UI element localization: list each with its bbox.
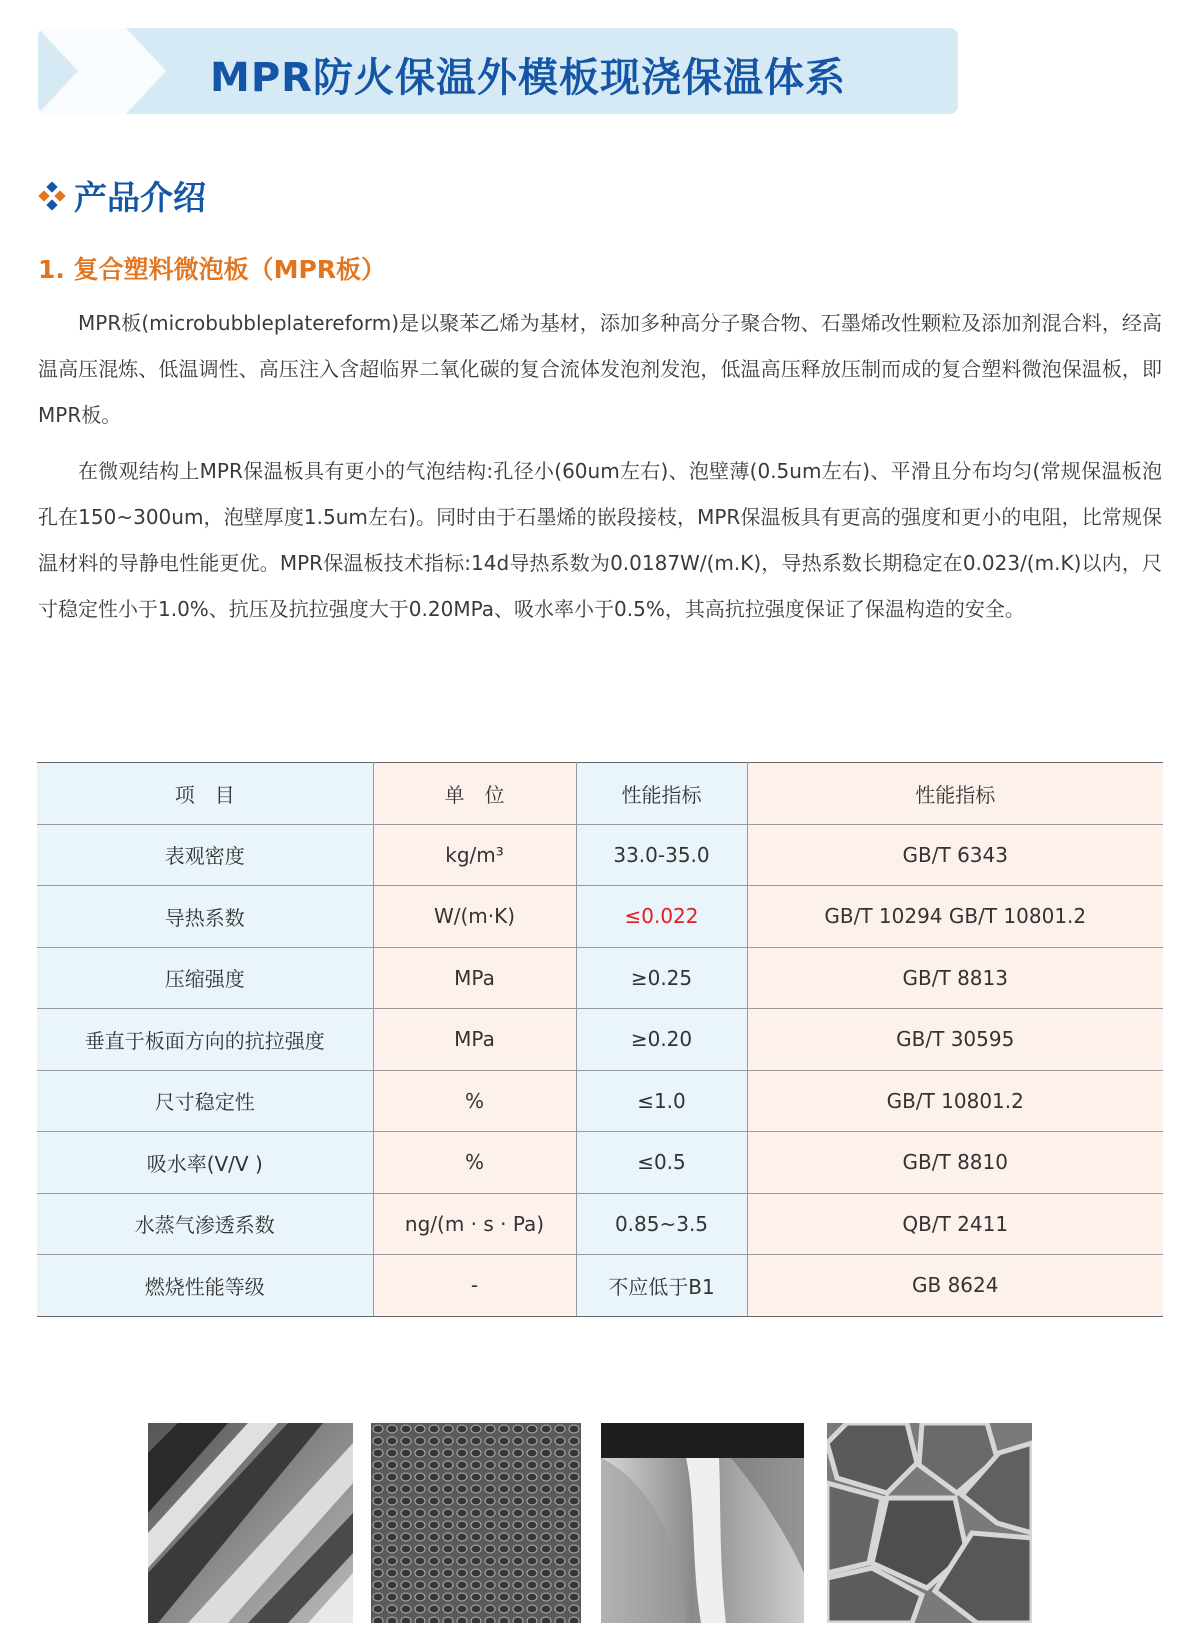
table-row — [37, 1070, 1163, 1132]
sem-hexagonal-cells-image — [827, 1423, 1032, 1623]
cell-item: 导热系数 — [37, 886, 373, 948]
cell-value: 0.85~3.5 — [576, 1193, 747, 1255]
cell-standard: GB/T 10294 GB/T 10801.2 — [747, 886, 1163, 948]
page-title: MPR防火保温外模板现浇保温体系 — [210, 55, 846, 101]
cell-value: 33.0-35.0 — [576, 824, 747, 886]
table-header-row — [37, 763, 1163, 825]
title-banner — [38, 28, 958, 114]
table-row — [37, 1193, 1163, 1255]
intro-paragraph: MPR板(microbubbleplatereform)是以聚苯乙烯为基材，添加多种高分子聚合物、石墨烯改性颗粒及添加剂混合料，经高温高压混炼、低温调性、高压注入含超临界二氧化碳的复合流体发泡剂发泡，低温高压释放压制而成的复合塑料微泡保温板，即MPR板。 — [38, 311, 1162, 427]
cell-value: 不应低于B1 — [576, 1255, 747, 1317]
cell-unit: ng/(m · s · Pa) — [373, 1193, 576, 1255]
table-row — [37, 947, 1163, 1009]
sem-microcell-foam-image — [371, 1423, 581, 1623]
cell-value: ≥0.25 — [576, 947, 747, 1009]
cell-item: 吸水率(V/V ) — [37, 1132, 373, 1194]
section-heading — [38, 172, 206, 219]
cell-standard: GB/T 10801.2 — [747, 1070, 1163, 1132]
table-row — [37, 1009, 1163, 1071]
spec-table — [37, 762, 1163, 1317]
header-item: 项 目 — [37, 763, 373, 825]
cell-value: ≤0.5 — [576, 1132, 747, 1194]
sem-cell-wall-closeup-image — [601, 1423, 804, 1623]
table-row — [37, 824, 1163, 886]
cell-value: ≤1.0 — [576, 1070, 747, 1132]
header-standard: 性能指标 — [747, 763, 1163, 825]
cell-standard: GB/T 6343 — [747, 824, 1163, 886]
cell-standard: GB/T 8813 — [747, 947, 1163, 1009]
cell-item: 燃烧性能等级 — [37, 1255, 373, 1317]
cell-item: 水蒸气渗透系数 — [37, 1193, 373, 1255]
header-performance: 性能指标 — [576, 763, 747, 825]
cell-standard: QB/T 2411 — [747, 1193, 1163, 1255]
micrograph-gallery — [0, 1423, 1200, 1623]
sem-striped-surface-image — [148, 1423, 353, 1623]
cell-standard: GB 8624 — [747, 1255, 1163, 1317]
cell-unit: % — [373, 1070, 576, 1132]
table-row — [37, 1132, 1163, 1194]
table-row — [37, 1255, 1163, 1317]
cell-unit: W/(m·K) — [373, 886, 576, 948]
subsection-title: 1. 复合塑料微泡板（MPR板） — [38, 255, 387, 284]
cell-value: ≥0.20 — [576, 1009, 747, 1071]
cell-unit: MPa — [373, 1009, 576, 1071]
table-row — [37, 886, 1163, 948]
cell-unit: - — [373, 1255, 576, 1317]
cell-value-highlight: ≤0.022 — [576, 886, 747, 948]
cell-standard: GB/T 8810 — [747, 1132, 1163, 1194]
cell-unit: % — [373, 1132, 576, 1194]
cell-unit: kg/m³ — [373, 824, 576, 886]
diamond-cluster-icon — [38, 182, 66, 210]
header-unit: 单 位 — [373, 763, 576, 825]
cell-item: 尺寸稳定性 — [37, 1070, 373, 1132]
cell-item: 表观密度 — [37, 824, 373, 886]
microstructure-paragraph: 在微观结构上MPR保温板具有更小的气泡结构:孔径小(60um左右)、泡壁薄(0.5um左右)、平滑且分布均匀(常规保温板泡孔在150~300um，泡壁厚度1.5um左右)。同时由于石墨烯的嵌段接枝，MPR保温板具有更高的强度和更小的电阻，比常规保温材料的导静电性能更优。MPR保温板技术指标:14d导热系数为0.0187W/(m.K)，导热系数长期稳定在0.023/(m.K)以内，尺寸稳定性小于1.0%、抗压及抗拉强度大于0.20MPa、吸水率小于0.5%，其高抗拉强度保证了保温构造的安全。 — [38, 459, 1162, 621]
section-title: 产品介绍 — [74, 178, 206, 217]
cell-unit: MPa — [373, 947, 576, 1009]
cell-item: 压缩强度 — [37, 947, 373, 1009]
cell-standard: GB/T 30595 — [747, 1009, 1163, 1071]
cell-item: 垂直于板面方向的抗拉强度 — [37, 1009, 373, 1071]
